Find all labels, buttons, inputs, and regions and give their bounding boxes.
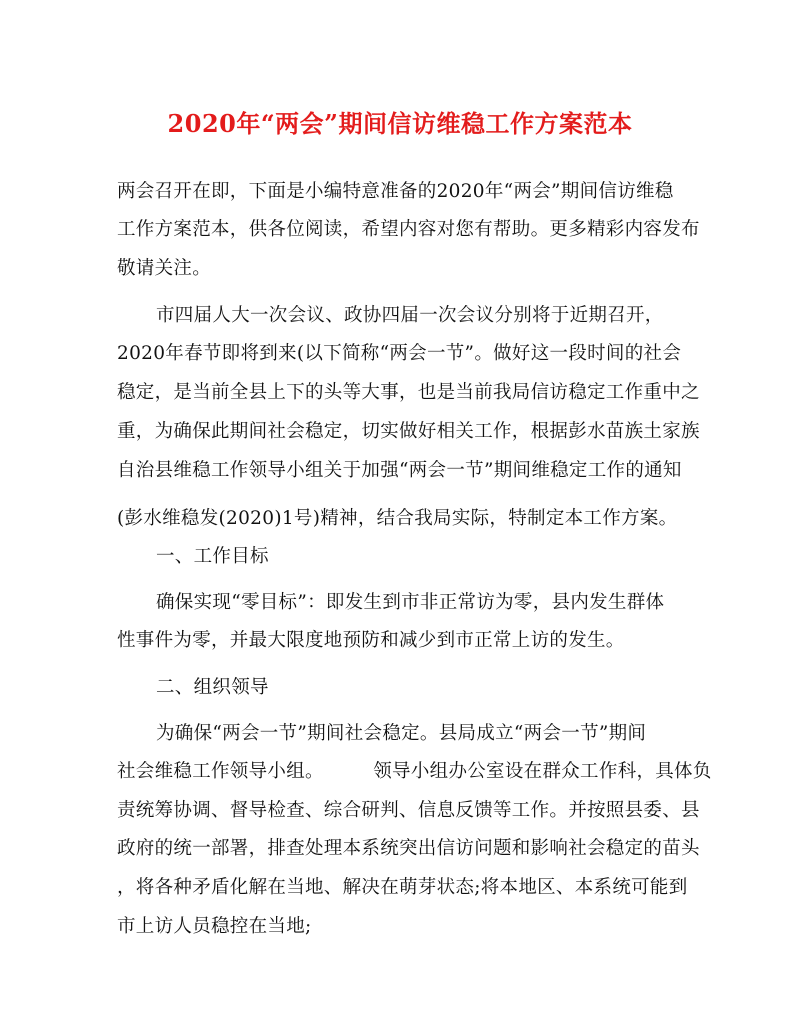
section-2-line-5: ，将各种矛盾化解在当地、解决在萌芽状态;将本地区、本系统可能到 (117, 877, 688, 898)
paragraph-1-line-5: 自治县维稳工作领导小组关于加强“两会一节”期间维稳定工作的通知 (117, 460, 682, 481)
document-title: 2020年“两会”期间信访维稳工作方案范本 (167, 109, 633, 138)
section-1-line-1: 确保实现“零目标”：即发生到市非正常访为零，县内发生群体 (156, 592, 665, 613)
section-2-line-3: 责统筹协调、督导检查、综合研判、信息反馈等工作。并按照县委、县 (117, 800, 700, 821)
intro-line-2: 工作方案范本，供各位阅读，希望内容对您有帮助。更多精彩内容发布 (117, 219, 700, 240)
section-2-line-1: 为确保“两会一节”期间社会稳定。县局成立“两会一节”期间 (156, 723, 647, 744)
section-2-line-2: 社会维稳工作领导小组。 领导小组办公室设在群众工作科，具体负 (117, 761, 712, 782)
section-2-line-4: 政府的统一部署，排查处理本系统突出信访问题和影响社会稳定的苗头 (117, 838, 700, 859)
section-2-line-6: 市上访人员稳控在当地; (117, 916, 312, 937)
paragraph-1-line-1: 市四届人大一次会议、政协四届一次会议分别将于近期召开， (156, 305, 664, 326)
paragraph-1-line-3: 稳定，是当前全县上下的头等大事，也是当前我局信访稳定工作重中之 (117, 382, 700, 403)
section-heading-2: 二、组织领导 (156, 677, 269, 698)
intro-line-1: 两会召开在即，下面是小编特意准备的2020年“两会”期间信访维稳 (117, 181, 674, 202)
intro-line-3: 敬请关注。 (117, 258, 212, 279)
paragraph-1-line-2: 2020年春节即将到来(以下简称“两会一节”。做好这一段时间的社会 (117, 343, 682, 364)
paragraph-1-line-6: (彭水维稳发(2020)1号)精神，结合我局实际，特制定本工作方案。 (117, 508, 678, 529)
section-1-line-2: 性事件为零，并最大限度地预防和减少到市正常上访的发生。 (117, 630, 625, 651)
section-heading-1: 一、工作目标 (156, 546, 269, 567)
paragraph-1-line-4: 重，为确保此期间社会稳定，切实做好相关工作，根据彭水苗族土家族 (117, 421, 700, 442)
